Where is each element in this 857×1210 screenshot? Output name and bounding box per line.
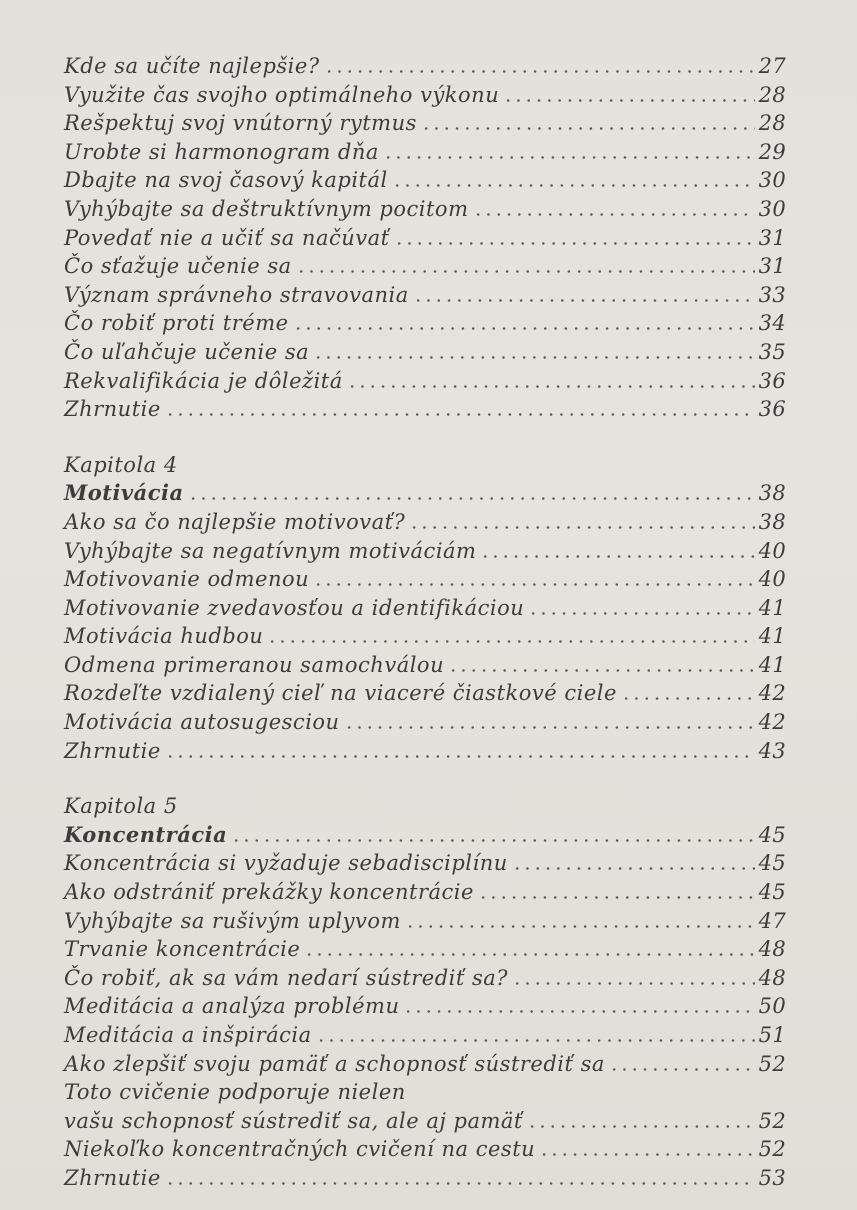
toc-entry[interactable] xyxy=(64,252,786,281)
dot-leader xyxy=(448,669,755,672)
entry-title: Rozdeľte vzdialený cieľ na viaceré čiastkové ciele xyxy=(64,681,617,706)
dot-leader xyxy=(313,356,755,359)
toc-entry[interactable] xyxy=(64,281,786,310)
entry-title: Motivovanie zvedavosťou a identifikáciou xyxy=(64,595,525,620)
entry-title: Ako odstrániť prekážky koncentrácie xyxy=(64,880,474,905)
entry-page-number: 41 xyxy=(758,595,786,620)
entry-title: Ako zlepšiť svoju pamäť a schopnosť sústrediť sa xyxy=(64,1051,605,1076)
entry-title: Čo uľahčuje učenie sa xyxy=(64,339,310,364)
chapter-label: Kapitola 4 xyxy=(64,452,178,477)
table-of-contents xyxy=(64,52,786,1193)
toc-entry[interactable] xyxy=(64,109,786,138)
entry-title: Zhrnutie xyxy=(64,1165,161,1190)
entry-title: Vyhýbajte sa negatívnym motiváciám xyxy=(64,538,477,563)
entry-page-number: 27 xyxy=(758,54,786,78)
entry-page-number: 45 xyxy=(758,822,786,847)
entry-title: Urobte si harmonogram dňa xyxy=(64,139,379,164)
dot-leader xyxy=(267,640,754,643)
dot-leader xyxy=(609,1068,755,1071)
toc-entry[interactable] xyxy=(64,166,786,195)
entry-page-number: 45 xyxy=(758,851,786,876)
entry-page-number: 35 xyxy=(758,339,786,364)
entry-title: Koncentrácia xyxy=(64,821,228,847)
entry-title: Vyhýbajte sa rušivým uplyvom xyxy=(64,908,401,933)
toc-entry[interactable] xyxy=(64,651,786,680)
toc-entry[interactable] xyxy=(64,1107,786,1136)
entry-page-number: 40 xyxy=(758,567,786,592)
entry-title: Zhrnutie xyxy=(64,397,161,422)
toc-entry[interactable] xyxy=(64,52,786,81)
toc-entry[interactable] xyxy=(64,367,786,396)
dot-leader xyxy=(480,555,754,558)
toc-entry[interactable] xyxy=(64,679,786,708)
entry-page-number: 29 xyxy=(758,139,786,164)
entry-page-number: 45 xyxy=(758,880,786,905)
dot-leader xyxy=(313,583,755,586)
toc-entry[interactable] xyxy=(64,508,786,537)
toc-entry[interactable] xyxy=(64,195,786,224)
entry-page-number: 52 xyxy=(758,1137,786,1162)
entry-title: Motivácia hudbou xyxy=(64,624,264,649)
chapter-label: Kapitola 5 xyxy=(64,794,178,819)
dot-leader xyxy=(528,612,754,615)
dot-leader xyxy=(527,1125,755,1128)
entry-title: Čo robiť proti tréme xyxy=(64,311,289,336)
entry-title: Zhrnutie xyxy=(64,738,161,763)
toc-entry[interactable] xyxy=(64,565,786,594)
entry-title: Rešpektuj svoj vnútorný rytmus xyxy=(64,111,417,136)
entry-page-number: 41 xyxy=(758,624,786,649)
dot-leader xyxy=(296,270,755,273)
entry-page-number: 36 xyxy=(758,368,786,393)
toc-entry[interactable] xyxy=(64,594,786,623)
dot-leader xyxy=(413,299,755,302)
dot-leader xyxy=(512,982,755,985)
dot-leader xyxy=(392,184,755,187)
dot-leader xyxy=(503,99,754,102)
entry-page-number: 30 xyxy=(758,196,786,221)
toc-entry[interactable] xyxy=(64,992,786,1021)
entry-title: Význam správneho stravovania xyxy=(64,282,409,307)
entry-title: Rekvalifikácia je dôležitá xyxy=(64,368,343,393)
toc-entry[interactable] xyxy=(64,1050,786,1079)
entry-page-number: 48 xyxy=(758,965,786,990)
entry-title: Čo robiť, ak sa vám nedarí sústrediť sa? xyxy=(64,965,509,990)
dot-leader xyxy=(347,385,755,388)
entry-page-number: 47 xyxy=(758,908,786,933)
entry-page-number: 28 xyxy=(758,111,786,136)
toc-entry[interactable] xyxy=(64,878,786,907)
toc-entry[interactable] xyxy=(64,224,786,253)
toc-entry[interactable] xyxy=(64,935,786,964)
section-gap xyxy=(64,424,786,451)
entry-title: Motivácia autosugesciou xyxy=(64,710,340,735)
toc-entry[interactable] xyxy=(64,849,786,878)
dot-leader xyxy=(621,697,755,700)
entry-page-number: 28 xyxy=(758,82,786,107)
dot-leader xyxy=(478,896,755,899)
entry-page-number: 52 xyxy=(758,1051,786,1076)
entry-title: Čo sťažuje učenie sa xyxy=(64,254,292,279)
dot-leader xyxy=(316,1039,755,1042)
toc-entry[interactable] xyxy=(64,708,786,737)
toc-entry[interactable] xyxy=(64,907,786,936)
dot-leader xyxy=(344,726,755,729)
entry-title: Kde sa učíte najlepšie? xyxy=(64,54,320,78)
dot-leader xyxy=(403,1010,754,1013)
entry-title: Toto cvičenie podporuje nielen xyxy=(64,1080,406,1105)
dot-leader xyxy=(383,156,755,159)
entry-page-number: 36 xyxy=(758,397,786,422)
entry-title: Ako sa čo najlepšie motivovať? xyxy=(64,509,406,534)
entry-title: Koncentrácia si vyžaduje sebadisciplínu xyxy=(64,851,508,876)
dot-leader xyxy=(293,327,755,330)
entry-page-number: 40 xyxy=(758,538,786,563)
entry-title: Odmena primeranou samochválou xyxy=(64,652,445,677)
chapter-title-entry[interactable] xyxy=(64,479,786,508)
toc-entry[interactable] xyxy=(64,338,786,367)
entry-title: Motivácia xyxy=(64,480,184,506)
entry-title: Niekoľko koncentračných cvičení na cestu xyxy=(64,1137,536,1162)
dot-leader xyxy=(473,213,755,216)
toc-entry[interactable] xyxy=(64,395,786,424)
dot-leader xyxy=(304,953,754,956)
entry-page-number: 42 xyxy=(758,681,786,706)
entry-page-number: 38 xyxy=(758,481,786,506)
entry-page-number: 50 xyxy=(758,994,786,1019)
entry-page-number: 38 xyxy=(758,509,786,534)
entry-title: Trvanie koncentrácie xyxy=(64,937,301,962)
dot-leader xyxy=(539,1153,755,1156)
toc-entry[interactable] xyxy=(64,81,786,110)
toc-entry[interactable] xyxy=(64,1135,786,1164)
entry-page-number: 48 xyxy=(758,937,786,962)
entry-title: Motivovanie odmenou xyxy=(64,567,310,592)
entry-title: Meditácia a analýza problému xyxy=(64,994,400,1019)
entry-title: Dbajte na svoj časový kapitál xyxy=(64,168,388,193)
toc-entry[interactable] xyxy=(64,1021,786,1050)
entry-page-number: 34 xyxy=(758,311,786,336)
toc-entry[interactable] xyxy=(64,309,786,338)
dot-leader xyxy=(394,242,755,245)
dot-leader xyxy=(165,1182,755,1185)
toc-entry[interactable] xyxy=(64,537,786,566)
entry-title: Meditácia a inšpirácia xyxy=(64,1023,312,1047)
toc-entry[interactable] xyxy=(64,138,786,167)
toc-entry[interactable] xyxy=(64,737,786,766)
dot-leader xyxy=(231,839,754,842)
toc-entry[interactable] xyxy=(64,622,786,651)
dot-leader xyxy=(409,526,754,529)
toc-entry[interactable] xyxy=(64,964,786,993)
dot-leader xyxy=(165,755,755,758)
entry-page-number: 51 xyxy=(758,1023,786,1047)
toc-entry[interactable] xyxy=(64,1164,786,1193)
chapter-title-entry[interactable] xyxy=(64,821,786,850)
entry-page-number: 31 xyxy=(758,254,786,279)
dot-leader xyxy=(405,925,755,928)
entry-page-number: 31 xyxy=(758,225,786,250)
entry-page-number: 42 xyxy=(758,710,786,735)
toc-entry[interactable] xyxy=(64,1078,786,1107)
dot-leader xyxy=(324,70,755,73)
entry-page-number: 43 xyxy=(758,738,786,763)
entry-page-number: 52 xyxy=(758,1108,786,1133)
dot-leader xyxy=(512,867,755,870)
entry-page-number: 53 xyxy=(758,1165,786,1190)
dot-leader xyxy=(165,413,755,416)
dot-leader xyxy=(188,497,755,500)
entry-title: Využite čas svojho optimálneho výkonu xyxy=(64,82,500,107)
dot-leader xyxy=(421,127,755,130)
entry-title: Vyhýbajte sa deštruktívnym pocitom xyxy=(64,196,469,221)
entry-title: vašu schopnosť sústrediť sa, ale aj pamäť xyxy=(64,1108,523,1133)
section-gap xyxy=(64,765,786,792)
entry-title: Povedať nie a učiť sa načúvať xyxy=(64,225,390,250)
entry-page-number: 41 xyxy=(758,652,786,677)
entry-page-number: 33 xyxy=(758,282,786,307)
entry-page-number: 30 xyxy=(758,168,786,193)
